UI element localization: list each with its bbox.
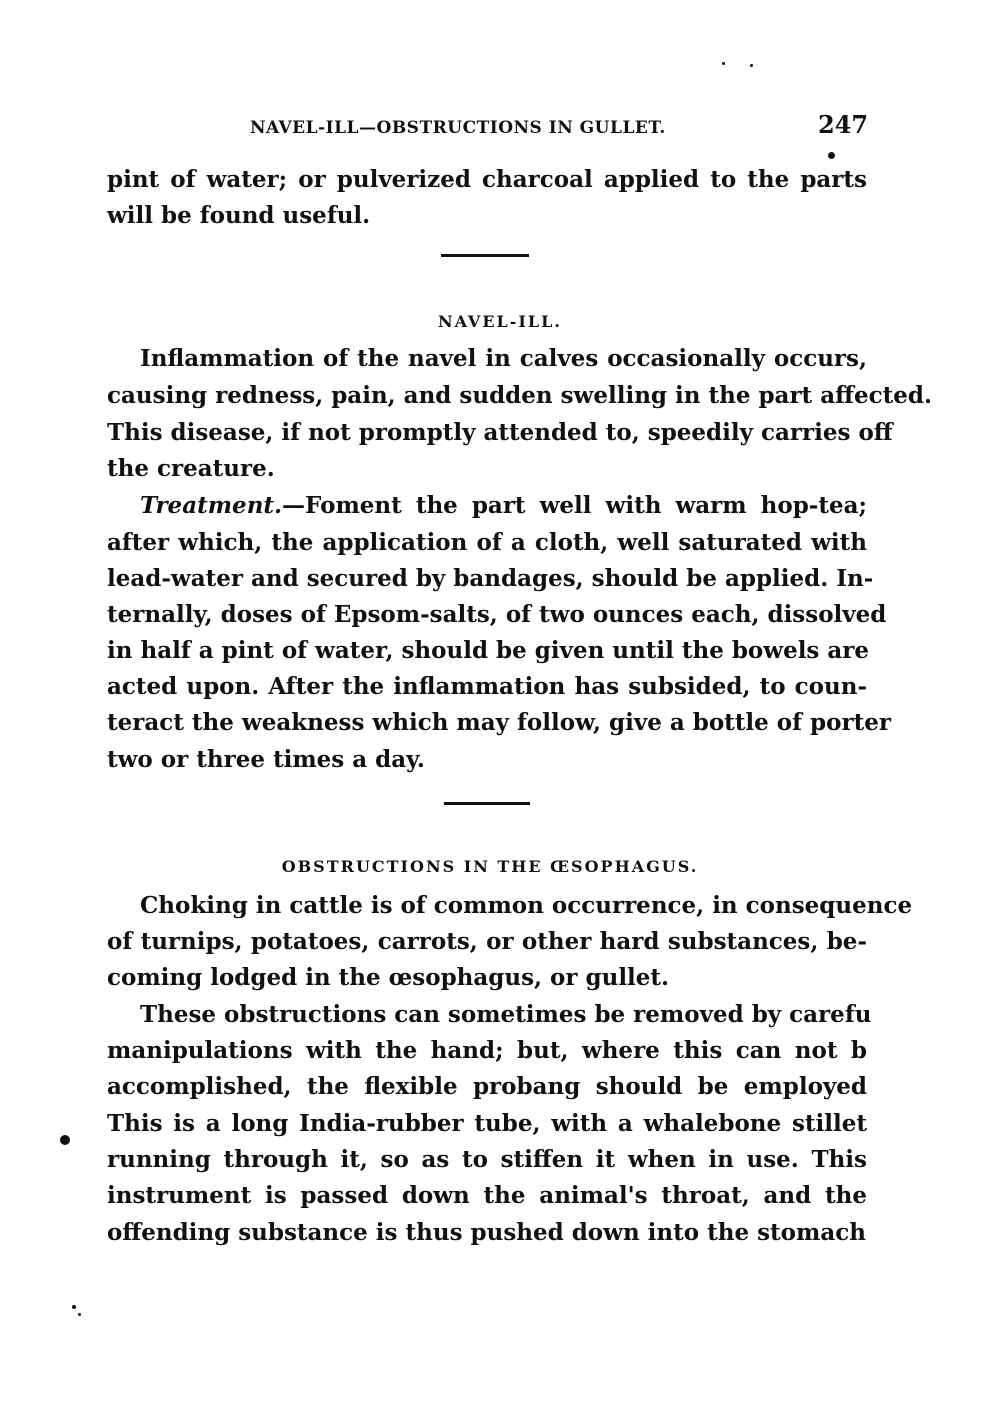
text-line: This is a long India-rubber tube, with a whalebone stillet [107, 1110, 867, 1137]
ink-speck [78, 1313, 81, 1316]
section-divider [441, 254, 529, 257]
treatment-line [140, 491, 867, 521]
section-heading-obstructions: OBSTRUCTIONS IN THE ŒSOPHAGUS. [281, 857, 699, 876]
treatment-label: Treatment. [140, 492, 283, 519]
text-line: These obstructions can sometimes be removed by carefu [140, 1001, 872, 1028]
text-line: accomplished, the flexible probang should be employed [107, 1073, 867, 1100]
ink-speck [72, 1305, 76, 1309]
text-line: Choking in cattle is of common occurrence, in consequence [140, 892, 913, 919]
text-line: offending substance is thus pushed down into the stomach [107, 1219, 866, 1246]
text-line: running through it, so as to stiffen it when in use. This [107, 1146, 867, 1173]
text-line: acted upon. After the inflammation has subsided, to coun- [107, 673, 867, 700]
ink-speck [750, 64, 753, 67]
text-line: pint of water; or pulverized charcoal applied to the parts [107, 166, 867, 193]
section-heading-navel-ill: NAVEL-ILL. [438, 312, 562, 331]
text-line: coming lodged in the œsophagus, or gullet. [107, 964, 670, 991]
section-divider [444, 802, 530, 805]
text-line: ternally, doses of Epsom-salts, of two ounces each, dissolved [107, 601, 887, 628]
text-line: after which, the application of a cloth, well saturated with [107, 529, 867, 556]
text-line: teract the weakness which may follow, give a bottle of porter [107, 709, 891, 736]
text-line: Inflammation of the navel in calves occasionally occurs, [140, 345, 867, 372]
text-line: causing redness, pain, and sudden swelling in the part affected. [107, 382, 932, 409]
running-title: NAVEL-ILL—OBSTRUCTIONS IN GULLET. [250, 118, 666, 138]
ink-speck [828, 152, 835, 159]
text-line: two or three times a day. [107, 746, 425, 773]
text-line: in half a pint of water, should be given until the bowels are [107, 637, 870, 664]
text-line: will be found useful. [107, 202, 371, 229]
text-line: lead-water and secured by bandages, should be applied. In- [107, 565, 874, 592]
ink-speck [60, 1135, 70, 1145]
text-line: instrument is passed down the animal's throat, and the [107, 1182, 867, 1209]
treatment-text: —Foment the part well with warm hop-tea; [282, 492, 867, 519]
page-number: 247 [818, 110, 869, 139]
text-line: manipulations with the hand; but, where this can not b [107, 1037, 867, 1064]
ink-speck [722, 62, 725, 65]
text-line: the creature. [107, 455, 275, 482]
text-line: This disease, if not promptly attended to, speedily carries off [107, 419, 893, 446]
text-line: of turnips, potatoes, carrots, or other hard substances, be- [107, 928, 867, 955]
